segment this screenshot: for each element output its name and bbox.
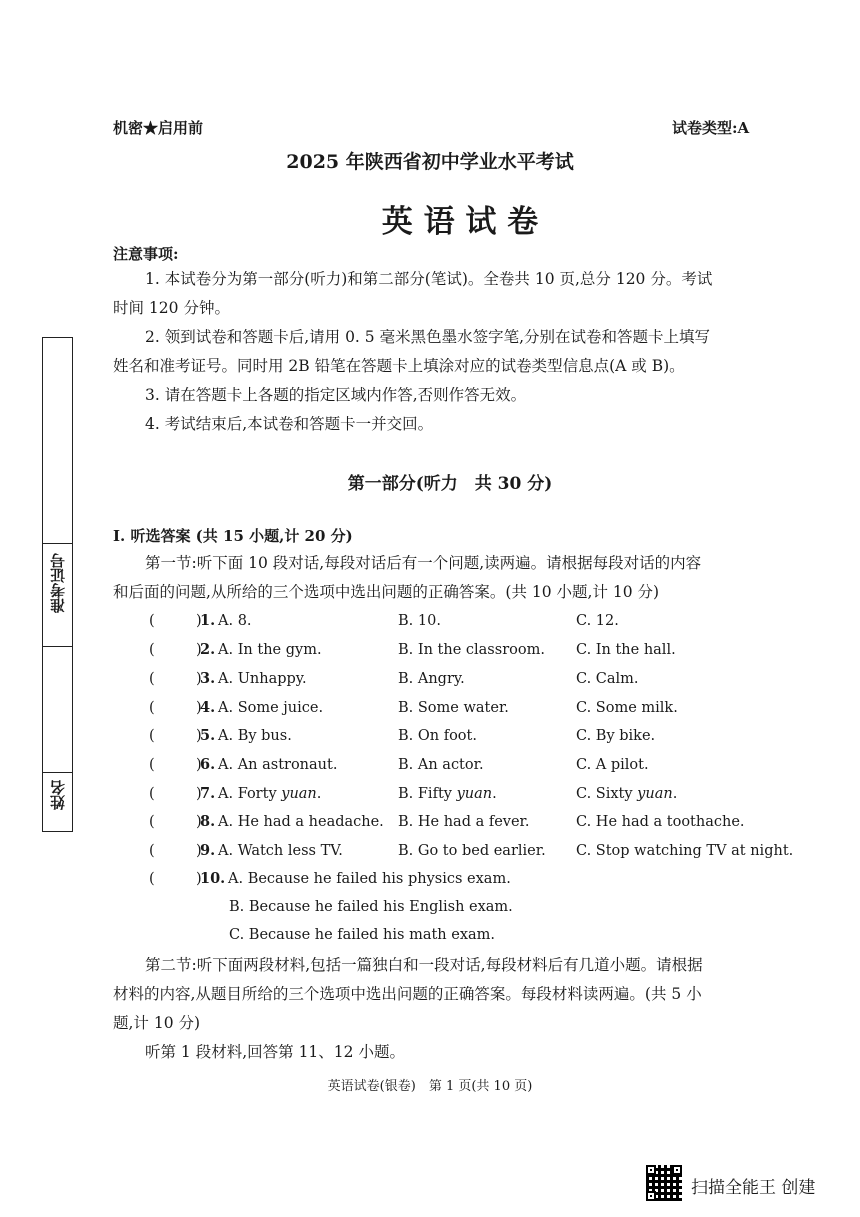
answer-paren-open: ( <box>149 814 155 830</box>
question-number: 8. <box>200 813 216 830</box>
option-b: B. He had a fever. <box>398 814 530 830</box>
answer-paren-open: ( <box>149 757 155 773</box>
exam-title: 2025 年陕西省初中学业水平考试 <box>286 151 574 173</box>
answer-paren-close: ) <box>196 728 202 744</box>
answer-paren-close: ) <box>196 700 202 716</box>
question-number: 9. <box>200 842 216 859</box>
answer-paren-close: ) <box>196 843 202 859</box>
option-c: C. Sixty yuan. <box>576 786 678 802</box>
notice-item-2-line-2: 姓名和准考证号。同时用 2B 铅笔在答题卡上填涂对应的试卷类型信息点(A 或 B)。 <box>113 357 685 375</box>
option-c: C. 12. <box>576 613 619 629</box>
qr-code-icon <box>646 1165 682 1201</box>
option-b: B. On foot. <box>398 728 477 744</box>
part1-title: 第一部分(听力 共 30 分) <box>347 474 553 494</box>
answer-paren-open: ( <box>149 700 155 716</box>
answer-paren-close: ) <box>196 814 202 830</box>
question-10-option-b: B. Because he failed his English exam. <box>229 899 513 915</box>
option-a: A. In the gym. <box>218 642 322 658</box>
option-b: B. Fifty yuan. <box>398 786 497 802</box>
option-a: A. An astronaut. <box>218 757 338 773</box>
notice-item-1-line-2: 时间 120 分钟。 <box>113 299 230 317</box>
answer-paren-open: ( <box>149 728 155 744</box>
sub2-instruction-line-2: 材料的内容,从题目所给的三个选项中选出问题的正确答案。每段材料读两遍。(共 5 小 <box>113 985 702 1003</box>
option-b: B. 10. <box>398 613 441 629</box>
option-c: C. Some milk. <box>576 700 678 716</box>
answer-paren-open: ( <box>149 843 155 859</box>
question-3 <box>0 666 860 692</box>
subject-title: 英 语 试 卷 <box>381 204 539 240</box>
option-c: C. He had a toothache. <box>576 814 745 830</box>
section-I-title: Ⅰ. 听选答案 (共 15 小题,计 20 分) <box>113 527 353 545</box>
option-a: A. Because he failed his physics exam. <box>228 871 511 887</box>
sub1-instruction-line-1: 第一节:听下面 10 段对话,每段对话后有一个问题,读两遍。请根据每段对话的内容 <box>145 554 702 572</box>
question-4 <box>0 695 860 721</box>
question-number: 7. <box>200 785 216 802</box>
option-a: A. By bus. <box>218 728 292 744</box>
name-text: 姓名 <box>49 780 67 810</box>
option-c: C. Stop watching TV at night. <box>576 843 794 859</box>
option-a: A. Watch less TV. <box>218 843 343 859</box>
option-a: A. Unhappy. <box>218 671 307 687</box>
listen-material-1: 听第 1 段材料,回答第 11、12 小题。 <box>145 1043 405 1061</box>
question-10-option-c: C. Because he failed his math exam. <box>229 927 496 943</box>
option-b: B. Go to bed earlier. <box>398 843 546 859</box>
option-c: C. Calm. <box>576 671 639 687</box>
page-footer: 英语试卷(银卷) 第 1 页(共 10 页) <box>327 1079 533 1094</box>
answer-paren-open: ( <box>149 871 155 887</box>
sub2-instruction-line-3: 题,计 10 分) <box>113 1014 201 1032</box>
answer-paren-open: ( <box>149 642 155 658</box>
answer-paren-close: ) <box>196 671 202 687</box>
option-c: C. A pilot. <box>576 757 649 773</box>
notice-heading: 注意事项: <box>113 245 179 263</box>
question-1 <box>0 608 860 634</box>
question-number: 10. <box>200 870 226 887</box>
option-a: A. 8. <box>218 613 252 629</box>
question-8 <box>0 809 860 835</box>
question-2 <box>0 637 860 663</box>
notice-item-3: 3. 请在答题卡上各题的指定区域内作答,否则作答无效。 <box>145 386 527 404</box>
answer-paren-close: ) <box>196 757 202 773</box>
option-b: B. Angry. <box>398 671 465 687</box>
question-number: 1. <box>200 612 216 629</box>
answer-paren-open: ( <box>149 671 155 687</box>
option-c: C. In the hall. <box>576 642 676 658</box>
answer-paren-close: ) <box>196 642 202 658</box>
question-10 <box>0 866 860 892</box>
scanner-watermark: 扫描全能王 创建 <box>691 1178 816 1198</box>
answer-paren-close: ) <box>196 613 202 629</box>
question-6 <box>0 752 860 778</box>
question-5 <box>0 723 860 749</box>
sub2-instruction-line-1: 第二节:听下面两段材料,包括一篇独白和一段对话,每段材料后有几道小题。请根据 <box>145 956 703 974</box>
exam-id-text: 准考证号 <box>49 553 67 613</box>
notice-item-4: 4. 考试结束后,本试卷和答题卡一并交回。 <box>145 415 434 433</box>
question-number: 3. <box>200 670 216 687</box>
answer-paren-open: ( <box>149 786 155 802</box>
answer-paren-close: ) <box>196 786 202 802</box>
option-c: C. By bike. <box>576 728 656 744</box>
option-a: A. Forty yuan. <box>218 786 322 802</box>
option-b: B. An actor. <box>398 757 484 773</box>
option-a: A. He had a headache. <box>218 814 384 830</box>
sub1-instruction-line-2: 和后面的问题,从所给的三个选项中选出问题的正确答案。(共 10 小题,计 10 分) <box>113 583 660 601</box>
option-b: B. In the classroom. <box>398 642 545 658</box>
question-number: 2. <box>200 641 216 658</box>
question-9 <box>0 838 860 864</box>
notice-item-2-line-1: 2. 领到试卷和答题卡后,请用 0. 5 毫米黑色墨水签字笔,分别在试卷和答题卡上填写 <box>145 328 711 346</box>
answer-paren-close: ) <box>196 871 202 887</box>
notice-item-1-line-1: 1. 本试卷分为第一部分(听力)和第二部分(笔试)。全卷共 10 页,总分 120 分。考试 <box>145 270 713 288</box>
question-number: 5. <box>200 727 216 744</box>
option-a: A. Some juice. <box>218 700 324 716</box>
question-number: 4. <box>200 699 216 716</box>
question-number: 6. <box>200 756 216 773</box>
answer-paren-open: ( <box>149 613 155 629</box>
confidential-label: 机密★启用前 <box>113 119 204 137</box>
paper-type-label: 试卷类型:A <box>672 119 750 137</box>
question-7 <box>0 781 860 807</box>
option-b: B. Some water. <box>398 700 509 716</box>
strip-divider <box>43 543 72 544</box>
